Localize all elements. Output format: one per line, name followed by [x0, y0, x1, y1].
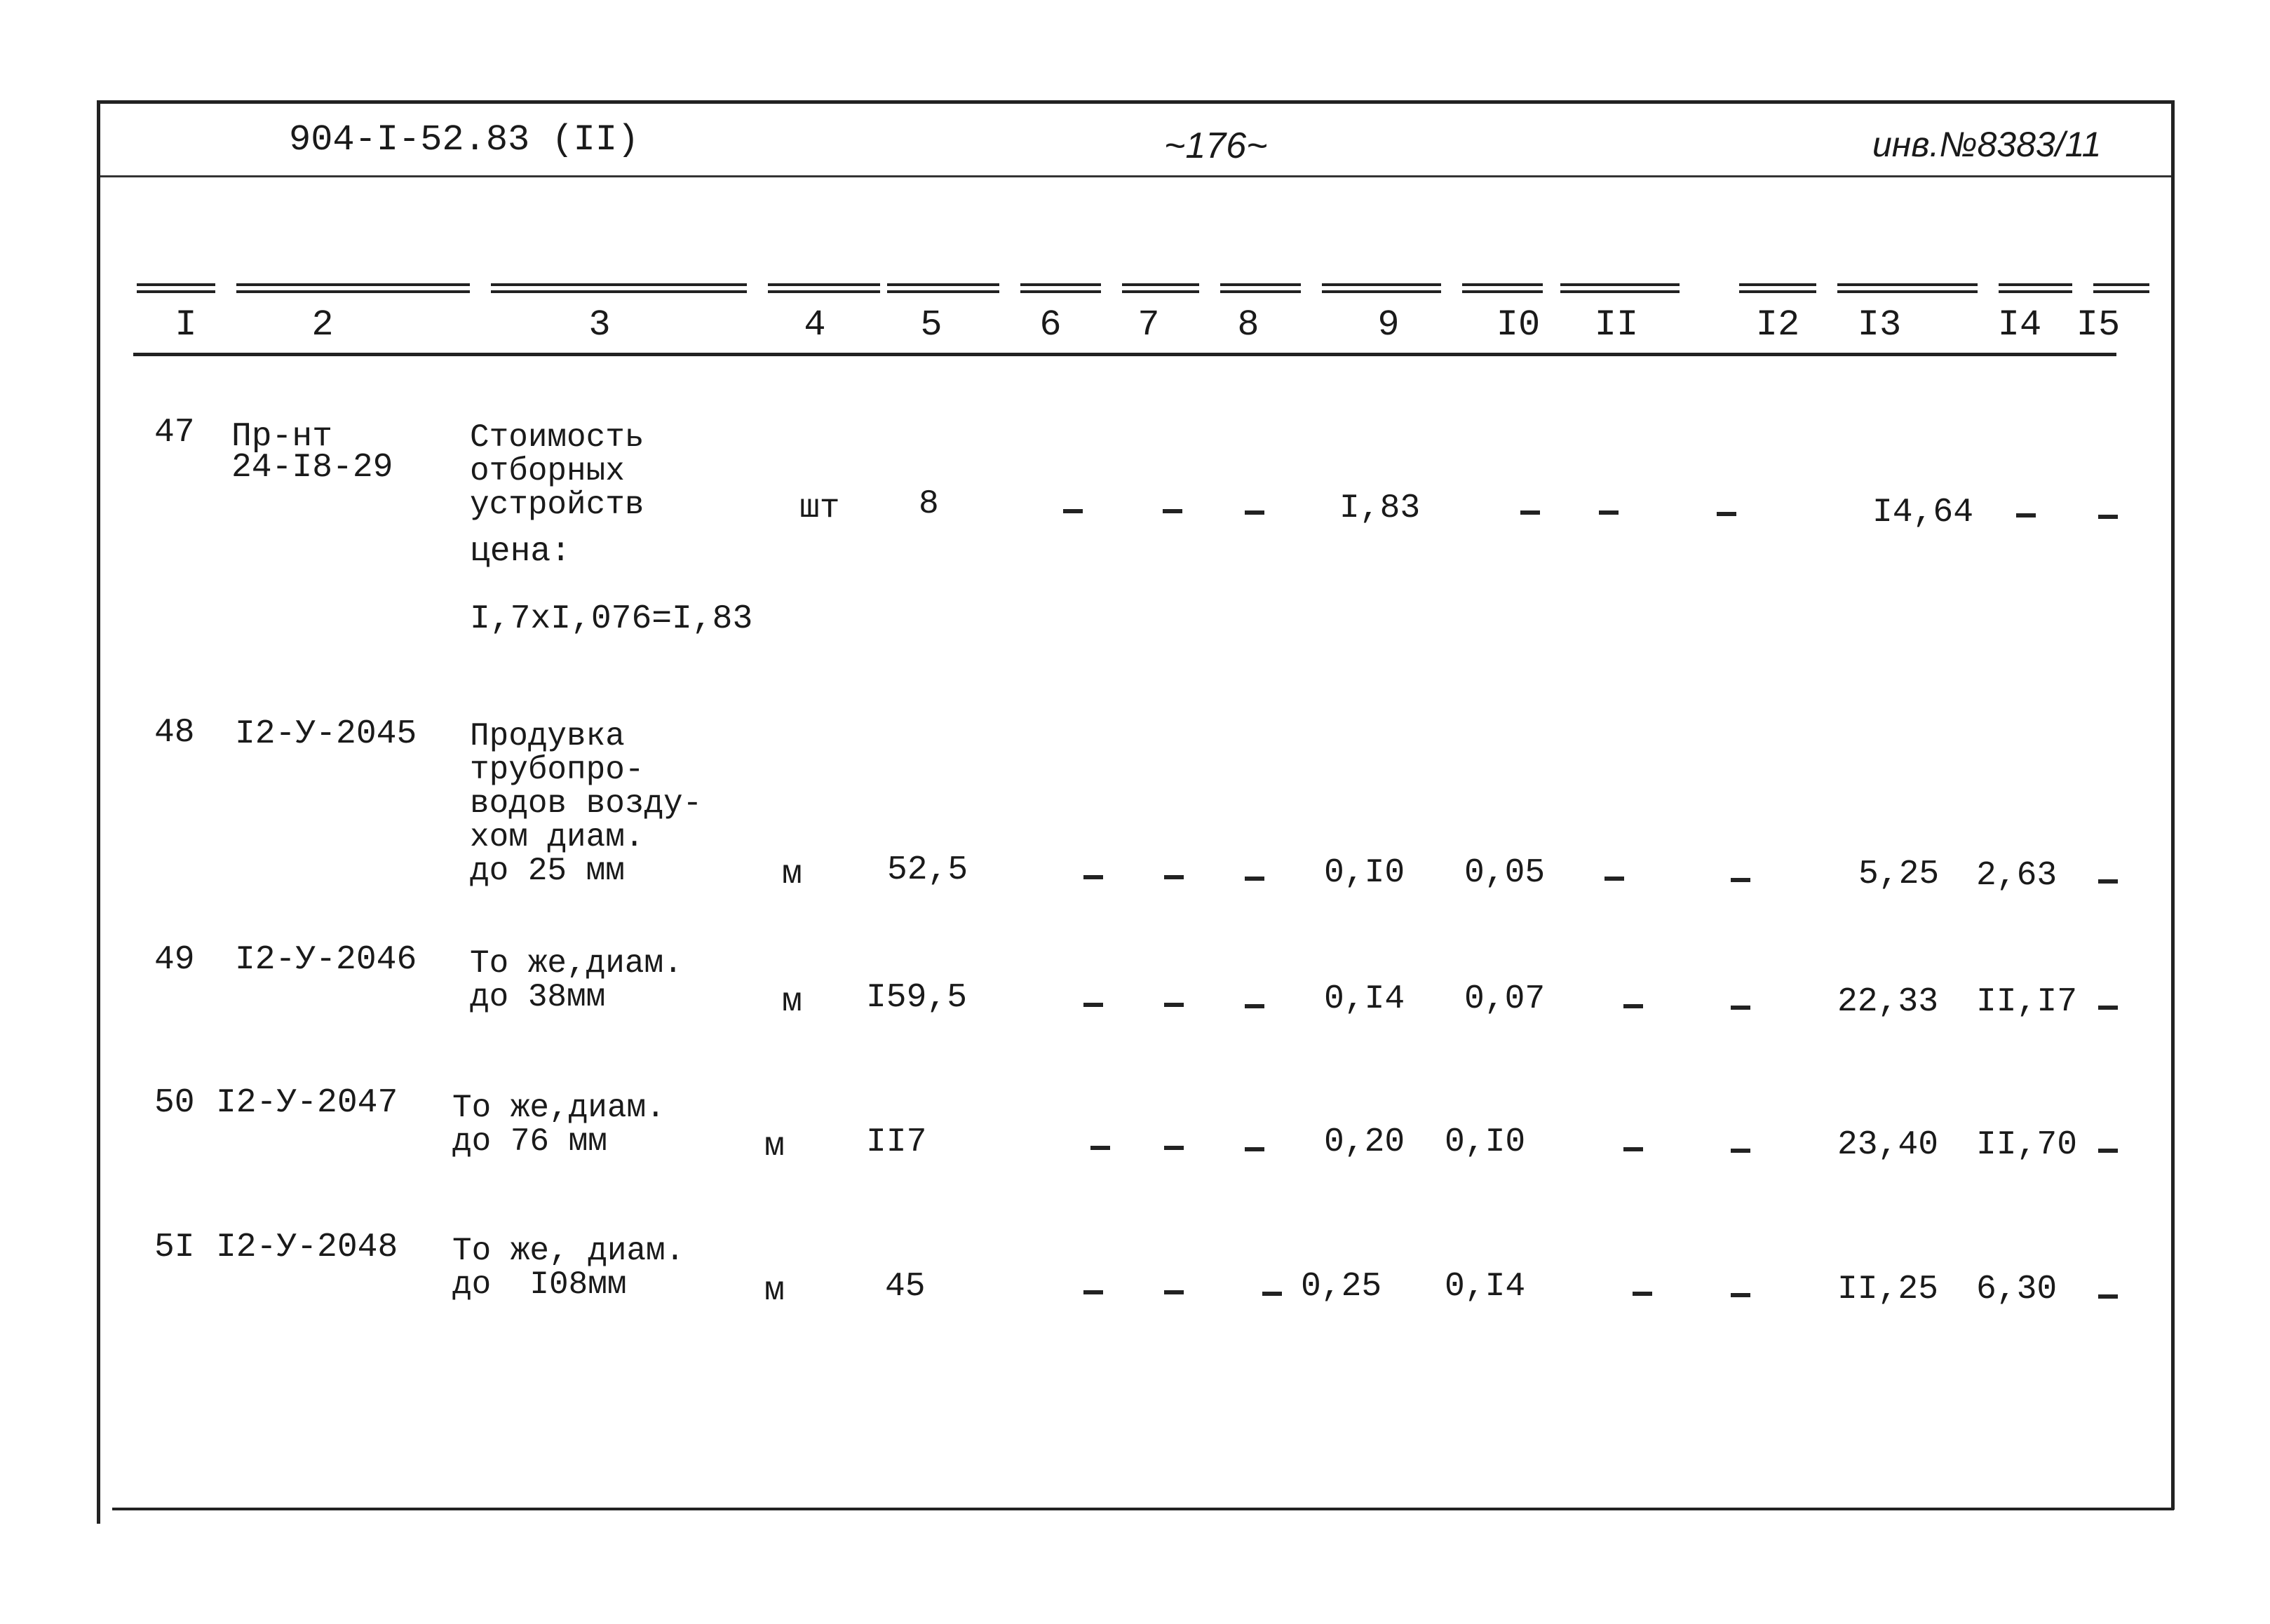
- dash: [1083, 1003, 1103, 1007]
- value-col10: 0,I0: [1445, 1123, 1526, 1161]
- inventory-number: инв.№8383/11: [1872, 125, 2102, 164]
- dash: [1090, 1146, 1110, 1150]
- column-number: 7: [1137, 304, 1160, 346]
- value-col13: 22,33: [1837, 983, 1939, 1021]
- column-double-rule: [1739, 283, 1816, 293]
- column-number: I3: [1857, 304, 1902, 346]
- column-number: II: [1594, 304, 1639, 346]
- value-col13: I4,64: [1872, 494, 1974, 532]
- norm-code: I2-У-2047: [216, 1084, 398, 1122]
- dash: [1731, 1006, 1750, 1010]
- quantity: II7: [866, 1123, 927, 1161]
- column-double-rule: [2093, 283, 2149, 293]
- value-col10: 0,I4: [1445, 1268, 1526, 1306]
- dash: [1245, 1147, 1264, 1151]
- value-col14: II,I7: [1976, 983, 2078, 1021]
- column-double-rule: [1560, 283, 1680, 293]
- dash: [1623, 1147, 1643, 1151]
- column-number: I0: [1496, 304, 1541, 346]
- column-number: I2: [1755, 304, 1800, 346]
- dash: [1164, 875, 1184, 879]
- row-number: 49: [154, 941, 195, 979]
- frame-border-right: [2171, 100, 2175, 1510]
- quantity: 52,5: [887, 851, 968, 889]
- dash: [1623, 1004, 1643, 1008]
- column-double-rule: [137, 283, 215, 293]
- norm-code: I2-У-2045: [235, 715, 417, 753]
- dash: [1245, 877, 1264, 881]
- dash: [1262, 1292, 1282, 1296]
- dash: [1164, 1146, 1184, 1150]
- dash: [1164, 1290, 1184, 1294]
- dash: [1163, 509, 1182, 513]
- dash: [1731, 1293, 1750, 1297]
- value-col10: 0,07: [1464, 980, 1546, 1018]
- column-number: 8: [1237, 304, 1259, 346]
- dash: [2098, 1006, 2118, 1010]
- dash: [2098, 515, 2118, 519]
- dash: [1604, 877, 1624, 881]
- unit: м: [782, 983, 802, 1021]
- column-double-rule: [1220, 283, 1301, 293]
- unit: м: [764, 1128, 785, 1165]
- dash: [2016, 513, 2036, 517]
- item-description: То же,диам. до 76 мм: [452, 1090, 666, 1160]
- value-col9: 0,25: [1301, 1268, 1382, 1306]
- dash: [1731, 878, 1750, 882]
- dash: [2098, 1149, 2118, 1153]
- column-double-rule: [1020, 283, 1101, 293]
- page-number: ~176~: [1164, 126, 1268, 166]
- column-number: I: [175, 304, 197, 346]
- row-number: 5I: [154, 1229, 195, 1266]
- dash: [1245, 1004, 1264, 1008]
- item-description: То же, диам. до I08мм: [452, 1233, 685, 1303]
- value-col9: 0,20: [1324, 1123, 1405, 1161]
- norm-code: Пр-нт: [231, 418, 333, 456]
- dash: [1164, 1003, 1184, 1007]
- value-col13: II,25: [1837, 1271, 1939, 1308]
- column-number: 5: [920, 304, 943, 346]
- norm-code: 24-I8-29: [231, 449, 393, 487]
- column-double-rule: [236, 283, 470, 293]
- dash: [1245, 510, 1264, 515]
- unit: шт: [799, 489, 840, 527]
- value-col14: II,70: [1976, 1126, 2078, 1164]
- value-col13: 5,25: [1858, 855, 1940, 893]
- dash: [1731, 1149, 1750, 1153]
- header-rule: [100, 175, 2171, 177]
- value-col9: 0,I0: [1324, 854, 1405, 892]
- dash: [1083, 1290, 1103, 1294]
- dash: [1633, 1292, 1652, 1296]
- item-description: Продувка трубопро- водов возду- хом диам. до 25 мм: [470, 718, 703, 889]
- column-number: 6: [1039, 304, 1062, 346]
- value-col13: 23,40: [1837, 1126, 1939, 1164]
- unit: м: [764, 1272, 785, 1310]
- value-col10: 0,05: [1464, 854, 1546, 892]
- column-double-rule: [1322, 283, 1441, 293]
- frame-border-top: [97, 100, 2175, 104]
- norm-code: I2-У-2046: [235, 941, 417, 979]
- dash: [1520, 510, 1540, 515]
- column-double-rule: [1122, 283, 1199, 293]
- price-label: цена:: [470, 533, 572, 571]
- column-number: 4: [804, 304, 826, 346]
- column-number: 2: [311, 304, 334, 346]
- unit: м: [782, 855, 802, 893]
- dash: [1717, 512, 1736, 516]
- column-double-rule: [1462, 283, 1543, 293]
- value-col9: I,83: [1339, 489, 1421, 527]
- dash: [2098, 1294, 2118, 1299]
- column-double-rule: [768, 283, 880, 293]
- dash: [2098, 879, 2118, 884]
- quantity: 8: [919, 485, 939, 523]
- row-number: 47: [154, 414, 195, 452]
- dash: [1599, 510, 1619, 515]
- row-number: 50: [154, 1084, 195, 1122]
- frame-border-bottom: [112, 1508, 2174, 1510]
- column-number: 9: [1377, 304, 1400, 346]
- item-description: Стоимость отборных устройств: [470, 419, 644, 523]
- item-description: То же,диам. до 38мм: [470, 945, 683, 1015]
- frame-border-left: [97, 100, 100, 1524]
- value-col9: 0,I4: [1324, 980, 1405, 1018]
- value-col14: 6,30: [1976, 1271, 2058, 1308]
- value-col14: 2,63: [1976, 857, 2058, 895]
- column-header-rule: [133, 353, 2116, 356]
- column-double-rule: [1999, 283, 2072, 293]
- column-double-rule: [887, 283, 999, 293]
- column-double-rule: [491, 283, 747, 293]
- row-number: 48: [154, 714, 195, 752]
- column-double-rule: [1837, 283, 1978, 293]
- price-formula: I,7xI,076=I,83: [470, 600, 753, 638]
- norm-code: I2-У-2048: [216, 1229, 398, 1266]
- quantity: I59,5: [866, 979, 968, 1017]
- column-number: 3: [588, 304, 611, 346]
- column-number: I5: [2076, 304, 2121, 346]
- dash: [1083, 875, 1103, 879]
- quantity: 45: [885, 1268, 926, 1306]
- dash: [1063, 509, 1083, 513]
- column-number: I4: [1997, 304, 2042, 346]
- document-code: 904-I-52.83 (II): [289, 119, 640, 161]
